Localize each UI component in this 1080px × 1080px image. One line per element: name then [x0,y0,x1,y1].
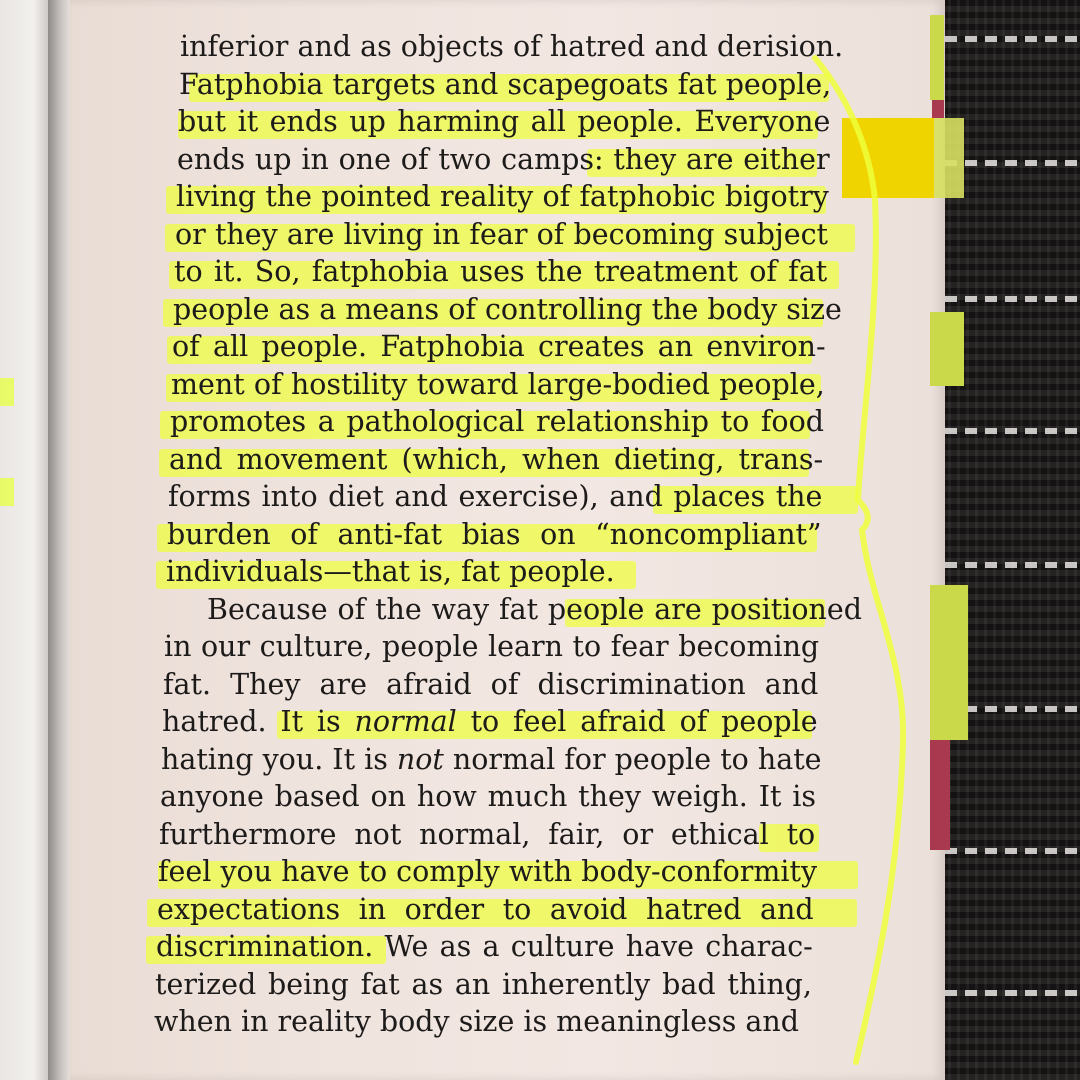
text-line [156,928,813,966]
text-line-content: Fatphobia targets and scapegoats fat people, [179,67,832,101]
text-line-content: people as a means of controlling the body size [173,292,842,326]
placemat-stitch [945,848,1080,854]
text-line-content: forms into diet and exercise), and places the [168,480,823,513]
text-line-content: fat. They are afraid of discrimination and [163,667,819,701]
text-line [177,141,830,179]
text-line-content: feel you have to comply with body-conformity [158,855,818,888]
text-line-content: hating you. It is not normal for people to hate [161,742,822,776]
text-line [179,66,831,104]
text-line [175,216,828,254]
text-line-content: when in reality body size is meaningless and [154,1005,800,1038]
text-line [180,28,844,66]
text-line [155,966,812,1004]
sticky-tab [930,740,950,850]
text-line-content: ment of hostility toward large-bodied people, [171,367,825,401]
text-line [166,553,821,591]
sticky-tab [930,312,964,386]
text-line-content: of all people. Fatphobia creates an environ- [172,330,826,363]
text-line-content: ends up in one of two camps: they are either [177,142,830,176]
text-line [164,628,819,666]
text-line-content: living the pointed reality of fatphobic bigotry [176,180,829,213]
text-line-content: and movement (which, when dieting, trans- [169,442,824,476]
text-line [157,891,814,929]
text-line [160,778,816,816]
previous-page-edge [0,0,48,1080]
placemat-stitch [945,36,1080,42]
text-line-content: terized being fat as an inherently bad thing, [155,967,812,1001]
text-line-content: burden of anti-fat bias on “noncompliant” [167,517,822,551]
sticky-tab [930,585,968,740]
text-line-content: or they are living in fear of becoming subject [175,217,828,251]
text-line-content: individuals—that is, fat people. [166,555,615,588]
text-line-content: hatred. It is normal to feel afraid of people [162,705,818,738]
text-line [165,591,862,629]
text-line [171,366,825,404]
placemat-stitch [945,562,1080,568]
placemat-stitch [945,296,1080,302]
previous-page-highlight [0,478,14,506]
sticky-tab [930,118,964,198]
placemat-stitch [945,428,1080,434]
sticky-tab [930,15,944,100]
text-line [176,178,829,216]
previous-page-highlight [0,378,14,406]
book-gutter [48,0,70,1080]
text-line [161,741,822,779]
text-line-content: anyone based on how much they weigh. It is [160,780,816,813]
page-text [150,28,862,1041]
text-line [170,403,824,441]
placemat-stitch [945,990,1080,996]
text-line-content: promotes a pathological relationship to food [170,405,824,438]
text-line [163,666,818,704]
placemat-stitch [945,160,1080,166]
sticky-tab [932,100,944,118]
text-line [168,478,822,516]
text-line [173,291,842,329]
text-line-content: discrimination. We as a culture have charac- [156,930,813,963]
text-line [158,853,818,891]
text-line-content: furthermore not normal, fair, or ethical to [159,817,816,851]
text-line [172,328,826,366]
text-line [174,253,827,291]
text-line [178,103,830,141]
text-line-content: to it. So, fatphobia uses the treatment of fat [174,255,828,288]
text-line [167,516,822,554]
text-line [162,703,818,741]
sticky-tab-square [842,118,934,198]
text-line [169,441,823,479]
text-line [159,816,815,854]
text-line-content: Because of the way fat people are positioned [207,592,862,626]
text-line-content: expectations in order to avoid hatred and [157,892,814,926]
text-line-content: but it ends up harming all people. Everyone [178,105,831,138]
text-line-content: inferior and as objects of hatred and derision. [180,30,844,63]
text-line-content: in our culture, people learn to fear becoming [164,630,820,663]
text-line [154,1003,811,1041]
